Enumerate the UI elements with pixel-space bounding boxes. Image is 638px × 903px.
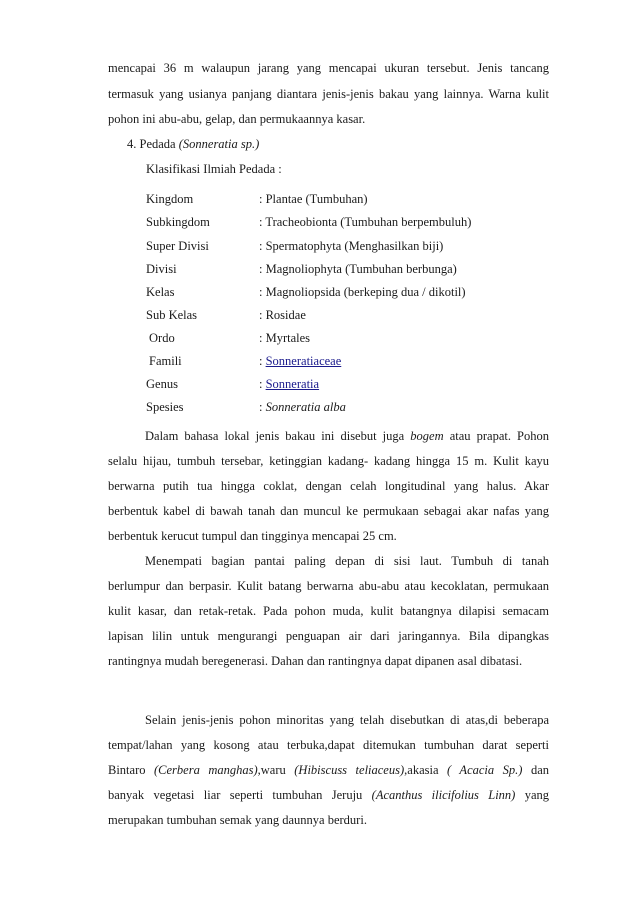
taxonomy-key: Sub Kelas	[146, 308, 198, 322]
paragraph-line: termasuk yang usianya panjang diantara jenis-jenis bakau yang lainnya. Warna kulit	[108, 87, 549, 101]
taxonomy-key: Subkingdom	[146, 215, 210, 229]
paragraph-line: berlumpur dan berpasir. Kulit batang berwarna abu-abu atau kecoklatan, permukaan	[108, 579, 549, 593]
local-name: bogem	[410, 429, 444, 443]
taxonomy-key: Genus	[146, 377, 178, 391]
taxonomy-key: Spesies	[146, 400, 184, 414]
genus-link[interactable]: Sonneratia	[265, 377, 320, 391]
paragraph-line: mencapai 36 m walaupun jarang yang mencapai ukuran tersebut. Jenis tancang	[108, 61, 549, 75]
item-heading	[127, 136, 259, 152]
item-name: Pedada	[139, 137, 176, 151]
paragraph-line: pohon ini abu-abu, gelap, dan permukaannya kasar.	[108, 112, 366, 126]
taxonomy-value: : Magnoliophyta (Tumbuhan berbunga)	[259, 262, 457, 276]
paragraph-line: kulit kasar, dan retak-retak. Pada pohon muda, kulit batangnya dilapisi semacam	[108, 604, 549, 618]
taxonomy-value: : Plantae (Tumbuhan)	[259, 192, 368, 206]
species-name: Sonneratia alba	[265, 400, 346, 414]
paragraph-line: selalu hijau, tumbuh tersebar, ketinggian kadang- kadang hingga 15 m. Kulit kayu	[108, 454, 549, 468]
klasifikasi-title: Klasifikasi Ilmiah Pedada :	[146, 162, 282, 176]
taxonomy-value: : Sonneratia alba	[259, 400, 346, 414]
item-latin: (Sonneratia sp.)	[178, 137, 260, 151]
taxonomy-key: Divisi	[146, 262, 177, 276]
taxonomy-key: Ordo	[149, 331, 175, 345]
taxonomy-key: Kingdom	[146, 192, 194, 206]
paragraph-line: Bintaro (Cerbera manghas),waru (Hibiscuss teliaceus),akasia ( Acacia Sp.) dan	[108, 763, 549, 777]
paragraph-line: banyak vegetasi liar seperti tumbuhan Jeruju (Acanthus ilicifolius Linn) yang	[108, 788, 550, 802]
paragraph-line: Selain jenis-jenis pohon minoritas yang telah disebutkan di atas,di beberapa	[145, 713, 549, 727]
taxonomy-key: Super Divisi	[146, 239, 209, 253]
famili-link[interactable]: Sonneratiaceae	[265, 354, 342, 368]
taxonomy-value: : Sonneratiaceae	[259, 354, 342, 368]
taxonomy-value: : Tracheobionta (Tumbuhan berpembuluh)	[259, 215, 472, 229]
taxonomy-value: : Rosidae	[259, 308, 306, 322]
taxonomy-value: : Magnoliopsida (berkeping dua / dikotil)	[259, 285, 466, 299]
taxonomy-key: Kelas	[146, 285, 175, 299]
taxonomy-value: : Myrtales	[259, 331, 311, 345]
paragraph-line: berwarna putih tua hingga coklat, dengan celah longitudinal yang halus. Akar	[108, 479, 549, 493]
taxonomy-key: Famili	[149, 354, 182, 368]
paragraph-line: lapisan lilin untuk mengurangi penguapan air dari jaringannya. Bila dipangkas	[108, 629, 549, 643]
paragraph-line: merupakan tumbuhan semak yang daunnya berduri.	[108, 813, 367, 827]
item-number: 4.	[127, 137, 137, 151]
taxonomy-value: : Spermatophyta (Menghasilkan biji)	[259, 239, 444, 253]
paragraph-line: rantingnya mudah beregenerasi. Dahan dan rantingnya dapat dipanen asal dibatasi.	[108, 654, 523, 668]
paragraph-line: berbentuk kerucut tumpul dan tingginya mencapai 25 cm.	[108, 529, 397, 543]
taxonomy-value: : Sonneratia	[259, 377, 320, 391]
paragraph-line: Menempati bagian pantai paling depan di sisi laut. Tumbuh di tanah	[145, 554, 549, 568]
paragraph-line: tempat/lahan yang kosong atau terbuka,dapat ditemukan tumbuhan darat seperti	[108, 738, 549, 752]
paragraph-line: Dalam bahasa lokal jenis bakau ini disebut juga bogem atau prapat. Pohon	[145, 429, 550, 443]
paragraph-line: berbentuk kabel di bawah tanah dan muncul ke permukaan sebagai akar nafas yang	[108, 504, 549, 518]
